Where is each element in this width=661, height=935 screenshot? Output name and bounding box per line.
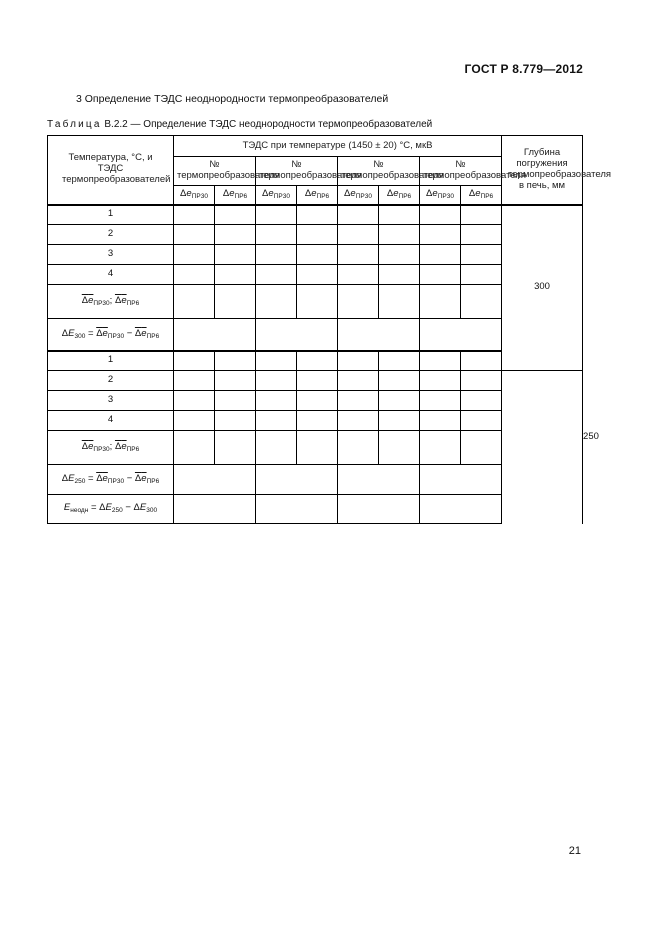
data-cell (174, 225, 215, 245)
data-cell (174, 495, 256, 524)
data-cell (461, 225, 502, 245)
mean-de-pr30: Δe (81, 294, 94, 306)
data-cell (215, 225, 256, 245)
data-cell (174, 431, 215, 465)
data-cell (256, 391, 297, 411)
data-cell (461, 285, 502, 319)
data-cell (174, 391, 215, 411)
data-cell (338, 205, 379, 225)
data-cell (256, 465, 338, 495)
data-cell (174, 245, 215, 265)
section-title: 3 Определение ТЭДС неоднородности термопреобразователей (76, 93, 389, 105)
data-cell (297, 285, 338, 319)
data-cell (174, 319, 256, 351)
data-cell (297, 371, 338, 391)
data-cell (420, 351, 461, 371)
data-cell (297, 265, 338, 285)
data-cell (379, 205, 420, 225)
col-header-temperature: Температура, °С, и ТЭДС термопреобразователей (48, 136, 174, 205)
col-header-emf: ТЭДС при температуре (1450 ± 20) °С, мкВ (174, 136, 502, 157)
data-cell (379, 245, 420, 265)
data-cell (338, 371, 379, 391)
thermo-emf-table: Температура, °С, и ТЭДС термопреобразователей ТЭДС при температуре (1450 ± 20) °С, мкВ Глубина погружения термопреобразователя в печь, мм № термопреобразователя № термопреобразователя № термопреобразователя № термопреобразователя $\Delta e_{ПР30}$ $\Delta e_{ПР6}$ $\Delta e_{ПР30}$ $\Delta e_{ПР6}$ $\Delta e_{ПР30}$ $\Delta e_{ПР6}$ $\Delta e_{ПР30}$ $\Delta e_{ПР6}$ 1 300 2 3 4 $\Delta e_{ПР30}$; $\Delta e_{ПР6}$ $\Delta E_{300} = \Delta e_{ПР30} - \Delta e_{ПР6}$ 1 250 2 3 4 $\Delta e_{ПР30}$; $\Delta e_{ПР6}$ $\Delta E_{250} = \Delta e_{ПР30} - \Delta e_{ПР6}$ $E_{неодн} = \Delta E_{250} - \Delta E_{300}$ (47, 135, 583, 524)
table-caption-text: В.2.2 — Определение ТЭДС неоднородности термопреобразователей (101, 119, 433, 130)
mean-formula-cell: $\Delta e_{ПР30}$; $\Delta e_{ПР6}$ (48, 431, 174, 465)
data-cell (379, 225, 420, 245)
data-cell (420, 391, 461, 411)
data-cell (215, 265, 256, 285)
data-cell (461, 431, 502, 465)
data-cell (215, 245, 256, 265)
data-cell (379, 391, 420, 411)
delta-e250-formula: $\Delta E_{250} = \Delta e_{ПР30} - \Delta e_{ПР6}$ (48, 465, 174, 495)
mean-de-pr30: Δe (81, 440, 94, 452)
col-header-tc-4: № термопреобразователя (420, 157, 502, 186)
data-cell (215, 411, 256, 431)
data-cell (297, 225, 338, 245)
data-cell (338, 465, 420, 495)
data-cell (420, 319, 502, 351)
data-cell (174, 371, 215, 391)
col-header-tc-1: № термопреобразователя (174, 157, 256, 186)
row-label: 3 (48, 391, 174, 411)
data-cell (420, 205, 461, 225)
data-cell (297, 245, 338, 265)
data-cell (174, 465, 256, 495)
mean-de-pr6: Δe (114, 440, 127, 452)
row-label: 4 (48, 411, 174, 431)
data-cell (174, 205, 215, 225)
col-header-de-pr30: $\Delta e_{ПР30}$ (174, 186, 215, 205)
col-header-de-pr30: $\Delta e_{ПР30}$ (338, 186, 379, 205)
col-header-tc-2: № термопреобразователя (256, 157, 338, 186)
data-cell (338, 319, 420, 351)
data-cell (174, 285, 215, 319)
data-cell (420, 495, 502, 524)
col-header-de-pr6: $\Delta e_{ПР6}$ (215, 186, 256, 205)
data-cell (420, 431, 461, 465)
mean-formula-cell: $\Delta e_{ПР30}$; $\Delta e_{ПР6}$ (48, 285, 174, 319)
data-cell (338, 391, 379, 411)
row-label: 1 (48, 205, 174, 225)
col-header-depth: Глубина погружения термопреобразователя в печь, мм (502, 136, 583, 205)
row-label: 1 (48, 351, 174, 371)
data-cell (215, 351, 256, 371)
document-standard: ГОСТ Р 8.779—2012 (464, 62, 583, 76)
data-cell (461, 351, 502, 371)
col-header-de-pr30: $\Delta e_{ПР30}$ (420, 186, 461, 205)
data-cell (256, 245, 297, 265)
mean-de-pr6: Δe (114, 294, 127, 306)
data-cell (379, 265, 420, 285)
data-cell (461, 391, 502, 411)
data-cell (420, 371, 461, 391)
data-cell (338, 351, 379, 371)
data-cell (420, 411, 461, 431)
data-cell (215, 371, 256, 391)
data-cell (461, 411, 502, 431)
table-caption (47, 119, 432, 130)
data-cell (379, 371, 420, 391)
data-cell (379, 351, 420, 371)
data-cell (420, 285, 461, 319)
data-cell (379, 285, 420, 319)
delta-e300-formula: $\Delta E_{300} = \Delta e_{ПР30} - \Delta e_{ПР6}$ (48, 319, 174, 351)
data-cell (379, 411, 420, 431)
data-cell (338, 411, 379, 431)
data-cell (256, 371, 297, 391)
data-cell (420, 265, 461, 285)
data-cell (297, 391, 338, 411)
data-cell (256, 351, 297, 371)
data-cell (338, 225, 379, 245)
data-cell (297, 431, 338, 465)
data-cell (461, 245, 502, 265)
data-cell (256, 285, 297, 319)
data-cell (256, 411, 297, 431)
data-cell (297, 205, 338, 225)
data-cell (338, 431, 379, 465)
data-cell (461, 371, 502, 391)
data-cell (297, 351, 338, 371)
data-cell (256, 225, 297, 245)
data-cell (215, 285, 256, 319)
data-cell (338, 265, 379, 285)
data-cell (174, 351, 215, 371)
row-label: 2 (48, 371, 174, 391)
table-caption-prefix: Таблица (47, 119, 102, 130)
row-label: 3 (48, 245, 174, 265)
col-header-de-pr6: $\Delta e_{ПР6}$ (379, 186, 420, 205)
data-cell (174, 411, 215, 431)
data-cell (379, 431, 420, 465)
col-header-de-pr6: $\Delta e_{ПР6}$ (297, 186, 338, 205)
data-cell (215, 431, 256, 465)
depth-value-300: 300 (502, 205, 583, 371)
data-cell (297, 411, 338, 431)
row-label: 4 (48, 265, 174, 285)
data-cell (256, 495, 338, 524)
data-cell (256, 205, 297, 225)
col-header-de-pr30: $\Delta e_{ПР30}$ (256, 186, 297, 205)
data-cell (215, 205, 256, 225)
e-inhomogeneity-formula: $E_{неодн} = \Delta E_{250} - \Delta E_{300}$ (48, 495, 174, 524)
row-label: 2 (48, 225, 174, 245)
data-cell (338, 495, 420, 524)
data-cell (338, 245, 379, 265)
data-cell (256, 265, 297, 285)
col-header-tc-3: № термопреобразователя (338, 157, 420, 186)
data-cell (461, 205, 502, 225)
data-cell (461, 265, 502, 285)
data-cell (338, 285, 379, 319)
data-cell (420, 225, 461, 245)
page-number: 21 (568, 845, 581, 857)
data-cell (256, 319, 338, 351)
data-cell (420, 245, 461, 265)
data-cell (215, 391, 256, 411)
data-cell (174, 265, 215, 285)
data-cell (420, 465, 502, 495)
col-header-de-pr6: $\Delta e_{ПР6}$ (461, 186, 502, 205)
data-cell (256, 431, 297, 465)
